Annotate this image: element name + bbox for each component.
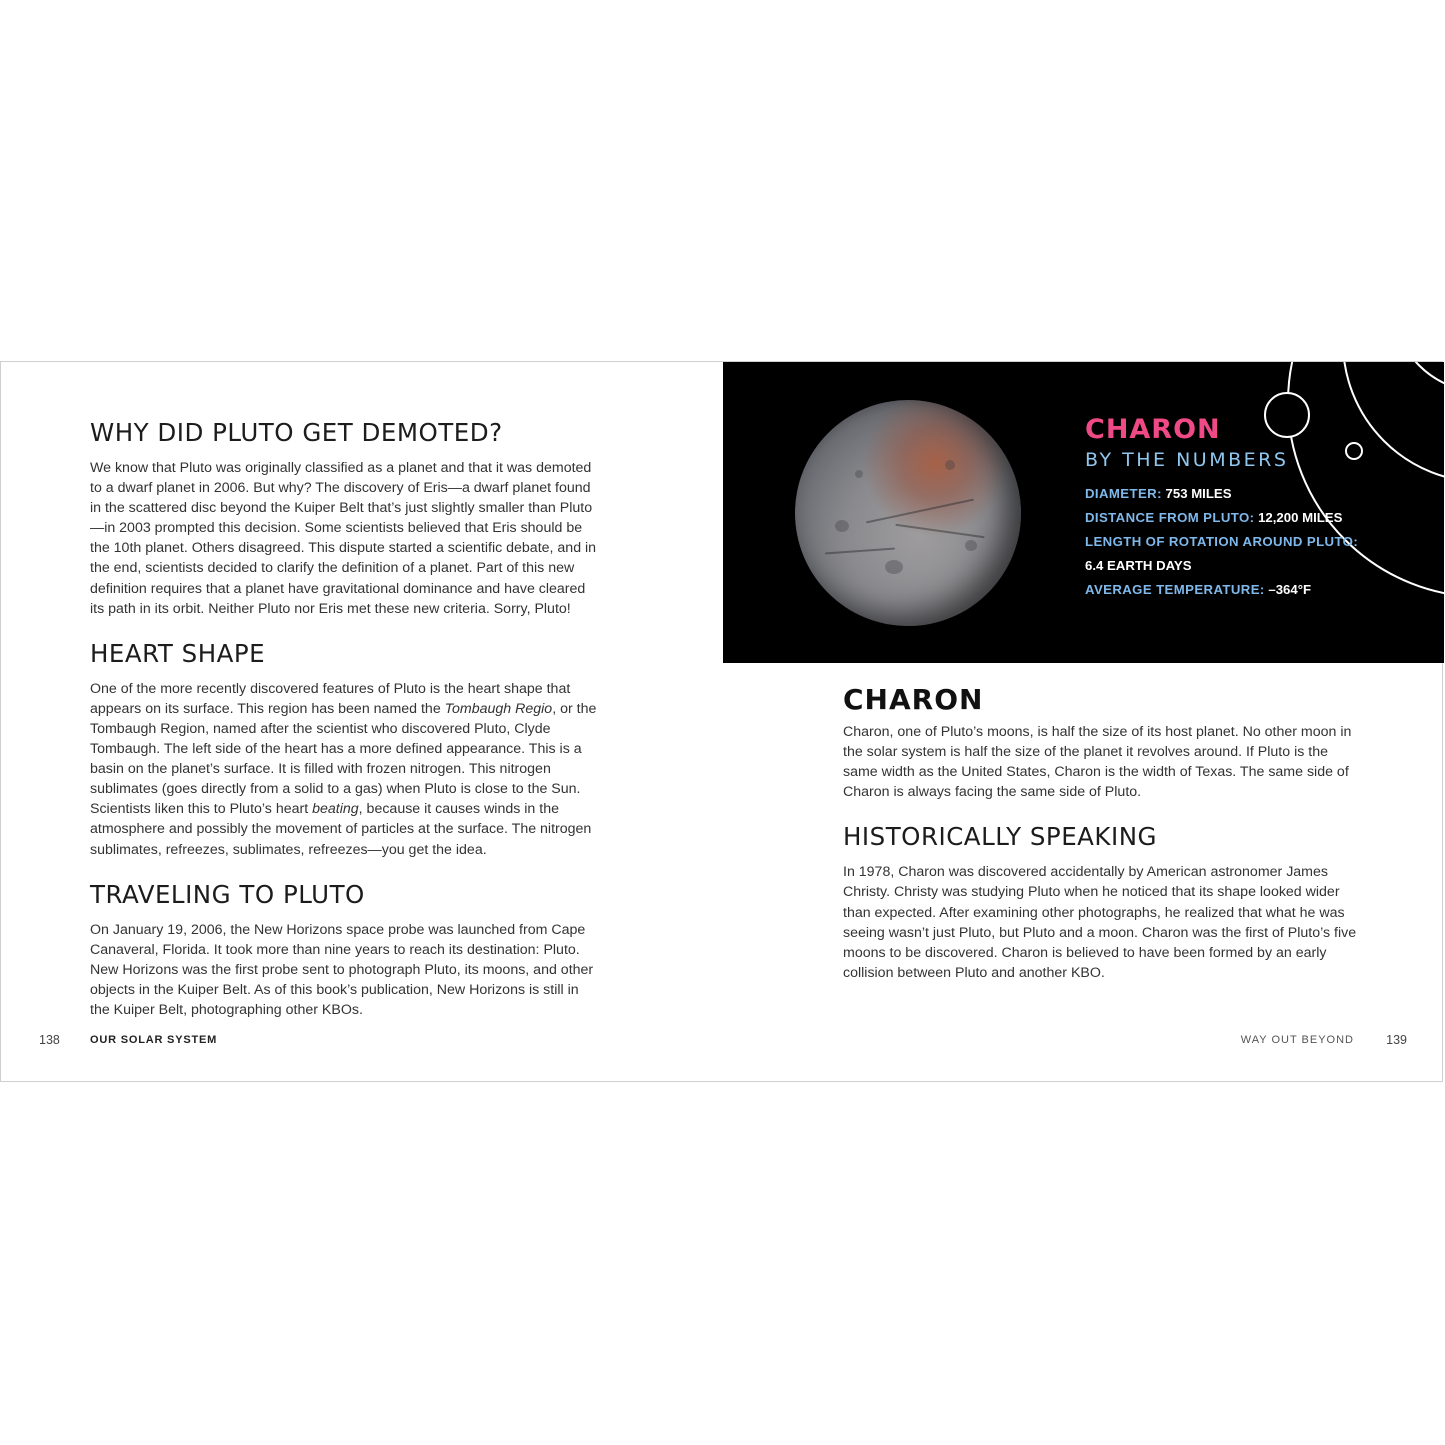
running-head-left: OUR SOLAR SYSTEM xyxy=(90,1034,218,1046)
right-column xyxy=(843,684,1359,1003)
stat-distance xyxy=(1085,506,1415,530)
charon-stats-panel xyxy=(723,362,1444,663)
paragraph-heart-shape xyxy=(90,679,602,860)
stat-rotation-value xyxy=(1085,554,1415,578)
heading-historically: HISTORICALLY SPEAKING xyxy=(843,822,1158,852)
running-head-right: WAY OUT BEYOND xyxy=(1240,1034,1354,1046)
stat-label: LENGTH OF ROTATION AROUND PLUTO: xyxy=(1085,534,1359,549)
heading-heart-shape: HEART SHAPE xyxy=(90,638,266,668)
page-number-right: 139 xyxy=(1386,1033,1407,1047)
heading-traveling: TRAVELING TO PLUTO xyxy=(90,879,365,909)
left-column xyxy=(90,418,602,1040)
stat-value: –364°F xyxy=(1268,582,1312,597)
stats-list xyxy=(1085,482,1415,602)
stat-value: 6.4 EARTH DAYS xyxy=(1085,558,1192,573)
paragraph-why-demoted: We know that Pluto was originally classified as a planet and that it was demoted to a dwarf planet in 2006. But why? The discovery of Eris—a dwarf planet found in the scattered disc beyond the Kuiper Belt that’s just slightly smaller than Pluto—in 2003 prompted this decision. Some scientists believed that Eris should be the 10th planet. Others disagreed. This dispute started a scientific debate, and in the end, scientists decided to clarify the definition of a planet. Part of this new definition requires that a planet have gravitational dominance and have cleared its path in its orbit. Neither Pluto nor Eris met these new criteria. Sorry, Pluto! xyxy=(90,460,597,617)
heading-charon: CHARON xyxy=(843,683,984,716)
stat-value: 753 MILES xyxy=(1165,486,1232,501)
book-spread xyxy=(0,361,1443,1082)
paragraph-traveling: On January 19, 2006, the New Horizons space probe was launched from Cape Canaveral, Florida. It took more than nine years to reach its destination: Pluto. New Horizons was the first probe sent to photograph Pluto, its moons, and other objects in the Kuiper Belt. As of this book’s publication, New Horizons is still in the Kuiper Belt, photographing other KBOs. xyxy=(90,921,594,1018)
stat-label: DISTANCE FROM PLUTO: xyxy=(1085,510,1255,525)
right-page xyxy=(723,362,1444,1081)
stat-rotation xyxy=(1085,530,1415,554)
paragraph-historically: In 1978, Charon was discovered accidentally by American astronomer James Christy. Christy was studying Pluto when he noticed that its shape looked wider than expected. After examining other photographs, he realized that what he was seeing wasn’t just Pluto, but Pluto and a moon. Charon was the first of Pluto’s five moons to be discovered. Charon is believed to have been formed by an early collision between Pluto and another KBO. xyxy=(843,864,1357,981)
panel-title: CHARON xyxy=(1085,414,1221,445)
page-number-left: 138 xyxy=(39,1033,60,1047)
heart-text-beating: beating xyxy=(312,801,359,818)
stat-label: AVERAGE TEMPERATURE: xyxy=(1085,582,1265,597)
left-page xyxy=(1,362,723,1081)
heading-why-demoted: WHY DID PLUTO GET DEMOTED? xyxy=(90,418,503,447)
stat-label: DIAMETER: xyxy=(1085,486,1162,501)
paragraph-charon: Charon, one of Pluto’s moons, is half the size of its host planet. No other moon in the solar system is half the size of the planet it revolves around. If Pluto is the same width as the United States, Charon is the width of Texas. The same side of Charon is always facing the same side of Pluto. xyxy=(843,724,1352,801)
heart-text-tombaugh-regio: Tombaugh Regio xyxy=(444,700,553,717)
heart-text-2: , or the Tombaugh Region, named after the scientist who discovered Pluto, Clyde Tombaugh. The left side of the heart has a more defined appearance. This is a basin on the planet’s surface. It is filled with frozen nitrogen. This nitrogen sublimates (goes directly from a solid to a gas) when Pluto is close to the Sun. Scientists liken this to Pluto’s heart xyxy=(90,700,597,818)
stat-temperature xyxy=(1085,578,1415,602)
charon-stats xyxy=(1085,414,1415,602)
stat-value: 12,200 MILES xyxy=(1258,510,1343,525)
panel-subtitle: BY THE NUMBERS xyxy=(1085,449,1289,471)
charon-image xyxy=(795,400,1021,626)
stat-diameter xyxy=(1085,482,1415,506)
heart-text-1: One of the more recently discovered features of Pluto is the heart shape that appears on its surface. This region has been named the xyxy=(90,680,571,717)
heart-text-3: , because it causes winds in the atmosphere and possibly the movement of particles at the surface. The nitrogen sublimates, refreezes, sublimates, refreezes—you get the idea. xyxy=(90,801,592,858)
